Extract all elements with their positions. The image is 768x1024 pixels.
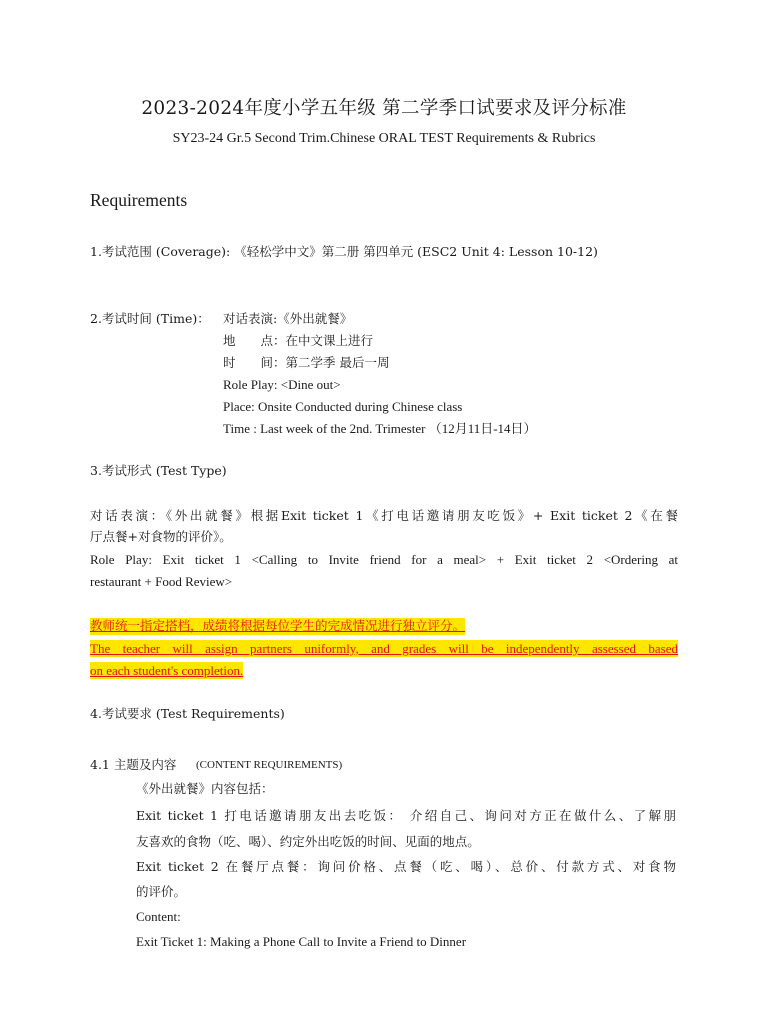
ticket2-line1: Exit ticket 2 在餐厅点餐：询问价格、点餐（吃、喝）、总价、付款方式、对食物 [136,859,676,874]
content-item-1: Exit Ticket 1: Making a Phone Call to Invite a Friend to Dinner [136,934,467,949]
time-place-cn: 地 点：在中文课上进行 [223,333,374,348]
test-requirements-heading: 4.考试要求 (Test Requirements) [90,706,285,721]
notice-en-line2: on each student's completion. [90,663,244,678]
content-heading-cn: 4.1 主题及内容 [90,757,177,772]
content-intro: 《外出就餐》内容包括： [136,781,274,796]
time-place-en: Place: Onsite Conducted during Chinese class [223,399,463,414]
section-heading-requirements: Requirements [90,190,188,210]
ticket1-line1: Exit ticket 1 打电话邀请朋友出去吃饭： 介绍自己、询问对方正在做什么、了解朋 [136,808,676,823]
page-title: 2023-2024年度小学五年级 第二学季口试要求及评分标准 [141,98,627,119]
time-label: 2.考试时间 (Time)： [90,311,210,326]
time-activity-en: Role Play: <Dine out> [223,377,341,392]
test-type-en-line1: Role Play: Exit ticket 1 <Calling to Invite friend for a meal> + Exit ticket 2 <Ordering at [90,552,678,567]
notice-en-line1: The teacher will assign partners uniformly, and grades will be independently assessed based [90,641,678,656]
test-type-heading: 3.考试形式 (Test Type) [90,463,227,478]
content-heading-en: (CONTENT REQUIREMENTS) [196,759,343,771]
content-label: Content: [136,909,181,924]
time-activity-cn: 对话表演:《外出就餐》 [223,311,353,326]
ticket2-line2: 的评价。 [136,884,187,899]
notice-cn: 教师统一指定搭档，成绩将根据每位学生的完成情况进行独立评分。 [90,618,466,633]
test-type-cn-line2: 厅点餐+对食物的评价》。 [90,529,232,544]
page-subtitle: SY23-24 Gr.5 Second Trim.Chinese ORAL TEST Requirements & Rubrics [172,131,596,146]
test-type-en-line2: restaurant + Food Review> [90,574,233,589]
time-time-en: Time : Last week of the 2nd. Trimester （12月11日-14日） [223,421,537,436]
test-type-cn-line1: 对话表演：《外出就餐》根据Exit ticket 1《打电话邀请朋友吃饭》+ Exit ticket 2《在餐 [90,508,679,523]
time-time-cn: 时 间：第二学季 最后一周 [223,355,390,370]
coverage-line: 1.考试范围 (Coverage): 《轻松学中文》第二册 第四单元 (ESC2 Unit 4: Lesson 10-12) [90,244,598,259]
ticket1-line2: 友喜欢的食物（吃、喝）、约定外出吃饭的时间、见面的地点。 [136,834,480,849]
